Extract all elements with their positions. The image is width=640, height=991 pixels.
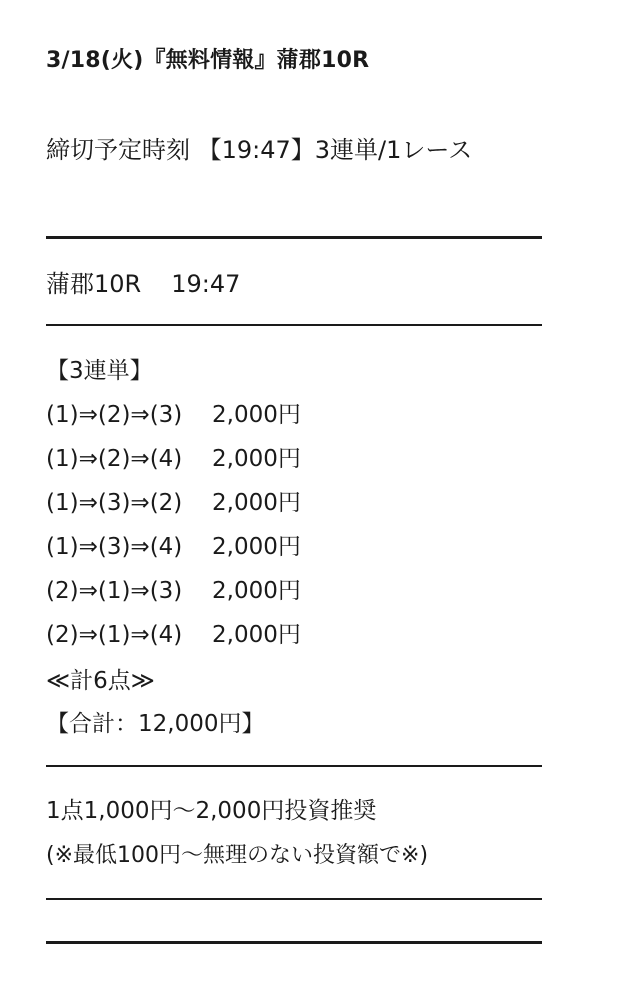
bet-combination: (1)⇒(3)⇒(4) [46,534,183,560]
divider [46,324,542,326]
bet-amount: 2,000円 [212,578,301,604]
divider [46,898,542,900]
divider [46,941,542,944]
bet-amount: 2,000円 [212,446,301,472]
bet-row [46,490,301,516]
bet-amount: 2,000円 [212,402,301,428]
bet-combination: (1)⇒(3)⇒(2) [46,490,183,516]
page-title: 3/18(火)『無料情報』蒲郡10R [46,48,370,73]
bet-type-label: 【3連単】 [46,358,153,384]
total-amount: 【合計：12,000円】 [46,711,265,737]
investment-note: (※最低100円〜無理のない投資額で※) [46,843,429,868]
deadline-info: 締切予定時刻 【19:47】3連単/1レース [46,136,473,164]
bet-amount: 2,000円 [212,534,301,560]
bet-combination: (2)⇒(1)⇒(3) [46,578,183,604]
bet-row [46,446,301,472]
total-points: ≪計6点≫ [46,668,155,694]
bet-combination: (1)⇒(2)⇒(4) [46,446,183,472]
race-time: 19:47 [171,270,241,298]
divider [46,765,542,767]
bet-amount: 2,000円 [212,490,301,516]
bet-amount: 2,000円 [212,622,301,648]
bet-row [46,534,301,560]
race-name: 蒲郡10R [46,270,142,298]
bet-row [46,578,301,604]
race-header [46,272,240,296]
bet-row [46,402,301,428]
bet-combination: (1)⇒(2)⇒(3) [46,402,183,428]
bet-row [46,622,301,648]
bet-combination: (2)⇒(1)⇒(4) [46,622,183,648]
investment-advice: 1点1,000円〜2,000円投資推奨 [46,798,377,824]
divider [46,236,542,239]
